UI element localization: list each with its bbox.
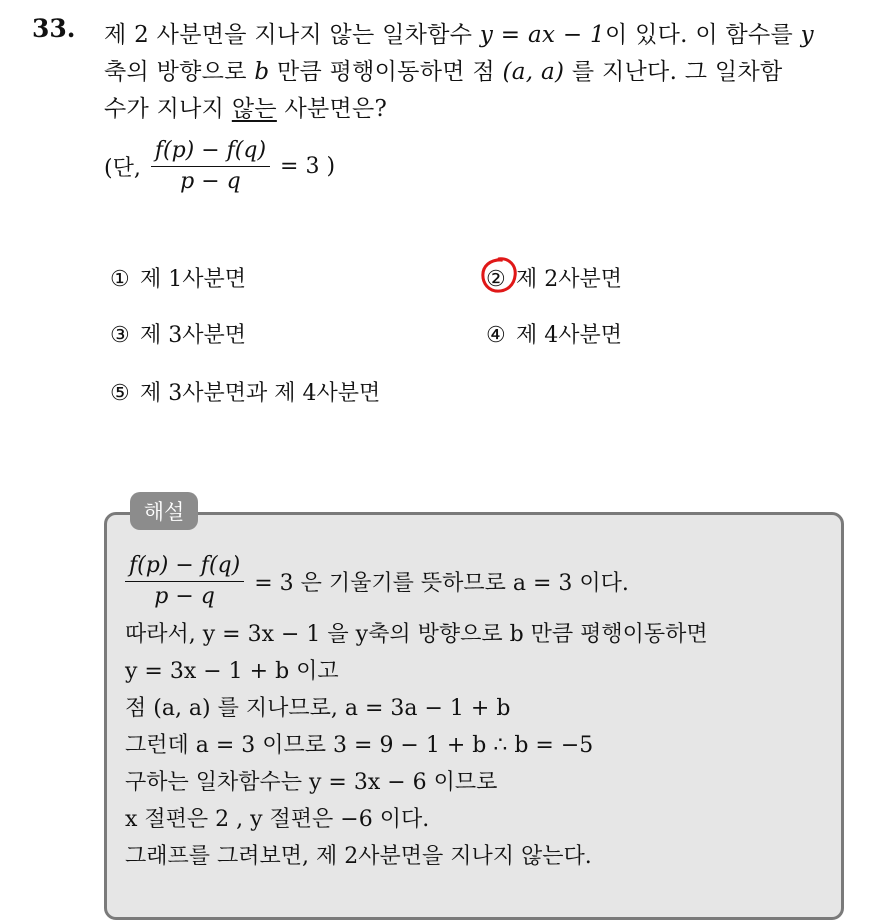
condition-suffix: = 3 ) xyxy=(280,153,336,179)
underlined-word: 않는 xyxy=(231,96,277,122)
question-line-1 xyxy=(104,16,814,49)
explanation-tab: 해설 xyxy=(130,492,198,530)
question-text: 를 지난다. 그 일차함 xyxy=(564,59,783,85)
explanation-line-1 xyxy=(125,548,708,614)
condition-fraction xyxy=(151,138,270,194)
choice-3[interactable] xyxy=(110,318,246,349)
condition xyxy=(104,138,335,194)
explanation-line: 점 (a, a) 를 지나므로, a = 3a − 1 + b xyxy=(125,696,511,721)
choice-text: 제 3사분면과 제 4사분면 xyxy=(140,381,381,406)
question-text: 이 있다. 이 함수를 xyxy=(604,22,801,48)
fraction-numerator: f(p) − f(q) xyxy=(151,138,270,167)
fraction-numerator: f(p) − f(q) xyxy=(125,553,244,582)
explanation-line: x 절편은 2 , y 절편은 −6 이다. xyxy=(125,807,430,832)
question-line-3 xyxy=(104,90,387,123)
choice-mark: ② xyxy=(486,267,506,292)
explanation-fraction xyxy=(125,553,244,609)
choice-mark: ③ xyxy=(110,323,130,348)
explanation-line: 구하는 일차함수는 y = 3x − 6 이므로 xyxy=(125,770,498,795)
question-text: 만큼 평행이동하면 점 xyxy=(269,59,503,85)
explanation-content xyxy=(125,548,708,873)
equation: y = ax − 1 xyxy=(479,22,605,48)
explanation-line: 따라서, y = 3x − 1 을 y축의 방향으로 b 만큼 평행이동하면 xyxy=(125,622,708,647)
variable: b xyxy=(254,59,270,85)
question-text: 수가 지나지 xyxy=(104,96,232,122)
choice-mark: ④ xyxy=(486,323,506,348)
choice-mark: ⑤ xyxy=(110,381,130,406)
answer-circle-icon xyxy=(480,256,518,294)
question-text: 사분면은? xyxy=(276,96,388,122)
fraction-denominator: p − q xyxy=(180,169,241,194)
choice-text: 제 1사분면 xyxy=(140,267,246,292)
question-text: 제 2 사분면을 지나지 않는 일차함수 xyxy=(104,22,480,48)
choice-mark: ① xyxy=(110,267,130,292)
question-number: 33. xyxy=(32,14,76,43)
choice-text: 제 3사분면 xyxy=(140,323,246,348)
choice-1[interactable] xyxy=(110,262,246,293)
explanation-line: 그런데 a = 3 이므로 3 = 9 − 1 + b ∴ b = −5 xyxy=(125,733,594,758)
explanation-line: 그래프를 그려보면, 제 2사분면을 지나지 않는다. xyxy=(125,844,592,869)
question-line-2 xyxy=(104,53,782,86)
explanation-line: y = 3x − 1 + b 이고 xyxy=(125,659,339,684)
choice-text: 제 2사분면 xyxy=(516,267,622,292)
fraction-denominator: p − q xyxy=(154,584,215,609)
variable: y xyxy=(800,22,814,48)
choice-5[interactable] xyxy=(110,376,380,407)
point: (a, a) xyxy=(502,59,565,85)
choice-4[interactable] xyxy=(486,318,622,349)
choice-text: 제 4사분면 xyxy=(516,323,622,348)
question-text: 축의 방향으로 xyxy=(104,59,255,85)
explanation-text: = 3 은 기울기를 뜻하므로 a = 3 이다. xyxy=(254,570,629,596)
condition-prefix: (단, xyxy=(104,155,141,181)
